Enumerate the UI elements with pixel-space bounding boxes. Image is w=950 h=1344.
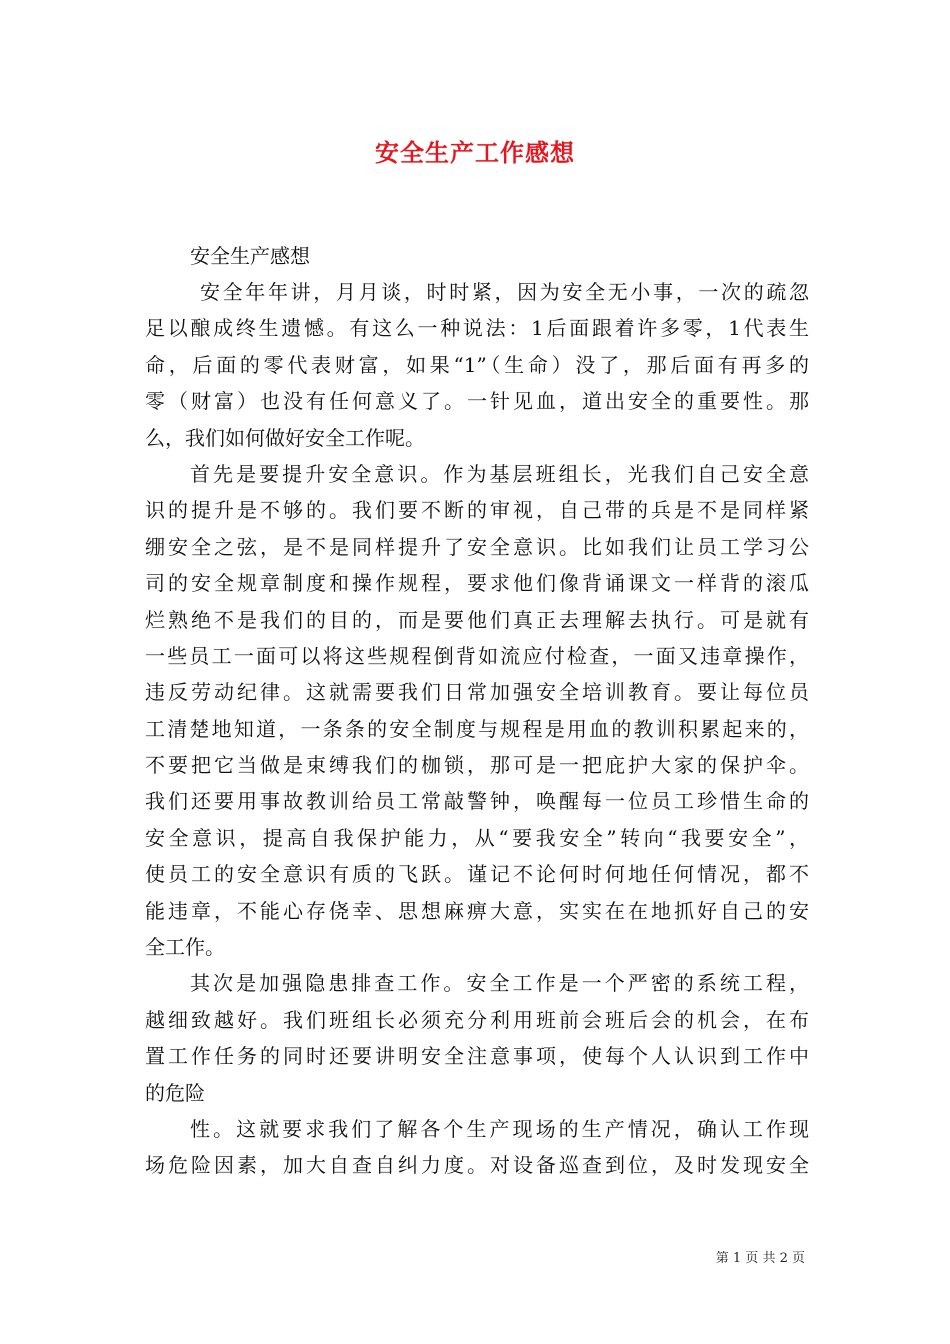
body-line: 一些员工一面可以将这些规程倒背如流应付检查，一面又违章操作， [145, 643, 809, 668]
body-line: 不要把它当做是束缚我们的枷锁，那可是一把庇护大家的保护伞。 [145, 753, 809, 778]
body-line: 安全年年讲，月月谈，时时紧，因为安全无小事，一次的疏忽 [200, 280, 809, 304]
document-subtitle: 安全生产感想 [190, 244, 310, 268]
body-line: 工清楚地知道，一条条的安全制度与规程是用血的教训积累起来的， [145, 716, 809, 741]
body-line: 识的提升是不够的。我们要不断的审视，自己带的兵是不是同样紧 [145, 498, 809, 523]
body-line: 命，后面的零代表财富，如果“1”（生命）没了，那后面有再多的 [145, 352, 809, 377]
body-line: 的危险 [145, 1080, 205, 1105]
body-line: 绷安全之弦，是不是同样提升了安全意识。比如我们让员工学习公 [145, 534, 809, 559]
body-line: 全工作。 [145, 935, 225, 960]
body-line: 烂熟绝不是我们的目的，而是要他们真正去理解去执行。可是就有 [145, 607, 809, 632]
body-line: 司的安全规章制度和操作规程，要求他们像背诵课文一样背的滚瓜 [145, 571, 809, 596]
body-line: 使员工的安全意识有质的飞跃。谨记不论何时何地任何情况，都不 [145, 862, 809, 887]
body-line: 场危险因素，加大自查自纠力度。对设备巡查到位，及时发现安全 [145, 1153, 809, 1178]
body-line: 违反劳动纪律。这就需要我们日常加强安全培训教育。要让每位员 [145, 680, 809, 705]
body-line: 其次是加强隐患排查工作。安全工作是一个严密的系统工程， [190, 971, 809, 996]
body-line: 能违章，不能心存侥幸、思想麻痹大意，实实在在地抓好自己的安 [145, 898, 809, 923]
body-line: 么，我们如何做好安全工作呢。 [145, 425, 425, 450]
document-body [145, 274, 809, 1184]
body-line: 性。这就要求我们了解各个生产现场的生产情况，确认工作现 [190, 1116, 809, 1141]
body-line: 足以酿成终生遗憾。有这么一种说法：1后面跟着许多零，1代表生 [145, 316, 809, 341]
page-number: 第 1 页 共 2 页 [715, 1251, 805, 1266]
body-line: 我们还要用事故教训给员工常敲警钟，唤醒每一位员工珍惜生命的 [145, 789, 809, 814]
document-title: 安全生产工作感想 [375, 138, 575, 167]
body-line: 安全意识，提高自我保护能力，从“要我安全”转向“我要安全”， [145, 825, 809, 850]
body-line: 置工作任务的同时还要讲明安全注意事项，使每个人认识到工作中 [145, 1044, 809, 1069]
body-line: 越细致越好。我们班组长必须充分利用班前会班后会的机会，在布 [145, 1007, 809, 1032]
body-line: 零（财富）也没有任何意义了。一针见血，道出安全的重要性。那 [145, 389, 809, 414]
body-line: 首先是要提升安全意识。作为基层班组长，光我们自己安全意 [190, 461, 809, 486]
